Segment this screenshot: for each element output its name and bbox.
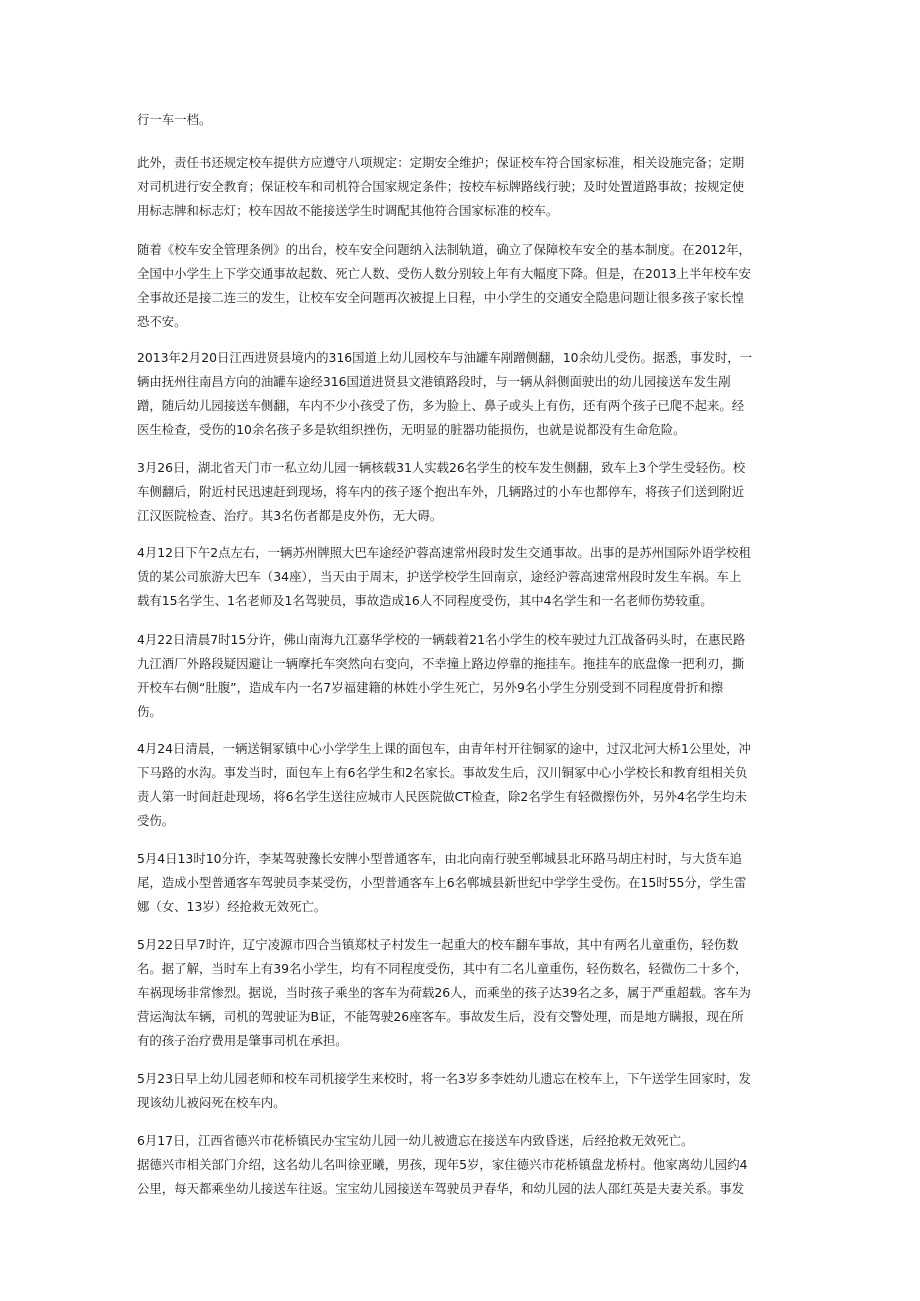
text-line: 随着《校车安全管理条例》的出台，校车安全问题纳入法制轨道，确立了保障校车安全的基本制度。在2012年，: [137, 242, 751, 257]
paragraph-6: [137, 541, 787, 613]
text-line: 车侧翻后，附近村民迅速赶到现场，将车内的孩子逐个抱出车外，几辆路过的小车也都停车，将孩子们送到附近: [137, 484, 745, 499]
paragraph-7: [137, 628, 787, 724]
paragraph-9: [137, 847, 787, 919]
paragraph-8: [137, 737, 787, 833]
text-line: 江汉医院检查、治疗。其3名伤者都是皮外伤，无大碍。: [137, 508, 443, 523]
text-line: 尾，造成小型普通客车驾驶员李某受伤，小型普通客车上6名郸城县新世纪中学学生受伤。在15时55分，学生雷: [137, 875, 747, 890]
text-line: 伤。: [137, 704, 162, 719]
text-line: 责人第一时间赶赴现场，将6名学生送往应城市人民医院做CT检查，除2名学生有轻微擦伤外，另外4名学生均未: [137, 789, 747, 804]
paragraph-4: [137, 346, 787, 442]
text-line: 载有15名学生、1名老师及1名驾驶员，事故造成16人不同程度受伤，其中4名学生和一名老师伤势较重。: [137, 593, 713, 608]
text-line: 现该幼儿被闷死在校车内。: [137, 1095, 286, 1110]
text-line: 对司机进行安全教育；保证校车和司机符合国家规定条件；按校车标牌路线行驶；及时处置道路事故；按规定使: [137, 179, 745, 194]
paragraph-1: [137, 108, 787, 132]
text-line: 开校车右侧“肚腹”，造成车内一名7岁福建籍的林姓小学生死亡，另外9名小学生分别受到不同程度骨折和擦: [137, 680, 724, 695]
paragraph-10: [137, 933, 787, 1053]
text-line: 九江酒厂外路段疑因避让一辆摩托车突然向右变向，不幸撞上路边停靠的拖挂车。拖挂车的底盘像一把利刃，撕: [137, 656, 745, 671]
text-line: 4月22日清晨7时15分许，佛山南海九江嘉华学校的一辆载着21名小学生的校车驶过九江战备码头时，在惠民路: [137, 632, 746, 647]
text-line: 用标志牌和标志灯；校车因故不能接送学生时调配其他符合国家标准的校车。: [137, 203, 559, 218]
text-line: 车祸现场非常惨烈。据说，当时孩子乘坐的客车为荷载26人，而乘坐的孩子达39名之多，属于严重超载。客车为: [137, 985, 751, 1000]
text-line: 受伤。: [137, 813, 175, 828]
text-line: 公里，每天都乘坐幼儿接送车往返。宝宝幼儿园接送车驾驶员尹春华，和幼儿园的法人邵红英是夫妻关系。事发: [137, 1181, 745, 1196]
text-line: 5月23日早上幼儿园老师和校车司机接学生来校时，将一名3岁多李姓幼儿遗忘在校车上，下午送学生回家时，发: [137, 1071, 751, 1086]
text-line: 4月12日下午2点左右，一辆苏州牌照大巴车途经沪蓉高速常州段时发生交通事故。出事的是苏州国际外语学校租: [137, 545, 751, 560]
paragraph-5: [137, 456, 787, 528]
text-line: 3月26日，湖北省天门市一私立幼儿园一辆核载31人实载26名学生的校车发生侧翻，致车上3个学生受轻伤。校: [137, 460, 746, 475]
text-line: 6月17日，江西省德兴市花桥镇民办宝宝幼儿园一幼儿被遗忘在接送车内致昏迷，后经抢救无效死亡。: [137, 1133, 694, 1148]
text-line: 医生检查，受伤的10余名孩子多是软组织挫伤，无明显的脏器功能损伤，也就是说都没有生命危险。: [137, 422, 686, 437]
text-line: 恐不安。: [137, 314, 187, 329]
text-line: 此外，责任书还规定校车提供方应遵守八项规定：定期安全维护；保证校车符合国家标准，相关设施完备；定期: [137, 155, 745, 170]
text-line: 娜（女、13岁）经抢救无效死亡。: [137, 899, 327, 914]
text-line: 5月4日13时10分许，李某驾驶豫长安牌小型普通客车，由北向南行驶至郸城县北环路马胡庄村时，与大货车追: [137, 851, 742, 866]
paragraph-2: [137, 151, 787, 223]
text-line: 营运淘汰车辆，司机的驾驶证为B证，不能驾驶26座客车。事故发生后，没有交警处理，而是地方瞒报，现在所: [137, 1009, 744, 1024]
text-line: 蹭，随后幼儿园接送车侧翻，车内不少小孩受了伤，多为脸上、鼻子或头上有伤，还有两个孩子已爬不起来。经: [137, 398, 745, 413]
text-line: 下马路的水沟。事发当时，面包车上有6名学生和2名家长。事故发生后，汉川铜冢中心小学校长和教育组相关负: [137, 765, 748, 780]
text-line: 有的孩子治疗费用是肇事司机在承担。: [137, 1033, 348, 1048]
paragraph-3: [137, 238, 787, 334]
text-line: 名。据了解，当时车上有39名小学生，均有不同程度受伤，其中有二名儿童重伤，轻伤数名，轻微伤二十多个，: [137, 961, 748, 976]
paragraph-11: [137, 1067, 787, 1115]
text-line: 5月22日早7时许，辽宁凌源市四合当镇郑杖子村发生一起重大的校车翻车事故，其中有两名儿童重伤，轻伤数: [137, 937, 739, 952]
text-line: 辆由抚州往南昌方向的油罐车途经316国道进贤县文港镇路段时，与一辆从斜侧面驶出的幼儿园接送车发生剐: [137, 374, 731, 389]
text-line: 全国中小学生上下学交通事故起数、死亡人数、受伤人数分别较上年有大幅度下降。但是，在2013上半年校车安: [137, 266, 751, 281]
text-line: 4月24日清晨，一辆送铜冢镇中心小学学生上课的面包车，由青年村开往铜冢的途中，过汉北河大桥1公里处，冲: [137, 741, 751, 756]
paragraph-12: [137, 1129, 787, 1201]
text-line: 全事故还是接二连三的发生，让校车安全问题再次被提上日程，中小学生的交通安全隐患问题让很多孩子家长惶: [137, 290, 745, 305]
text-line: 2013年2月20日江西进贤县境内的316国道上幼儿园校车与油罐车剐蹭侧翻，10余幼儿受伤。据悉，事发时，一: [137, 350, 753, 365]
text-line: 行一车一档。: [137, 112, 212, 127]
text-line: 赁的某公司旅游大巴车（34座），当天由于周末，护送学校学生回南京，途经沪蓉高速常州段时发生车祸。车上: [137, 569, 742, 584]
text-line: 据德兴市相关部门介绍，这名幼儿名叫徐亚曦，男孩，现年5岁，家住德兴市花桥镇盘龙桥村。他家离幼儿园约4: [137, 1157, 748, 1172]
